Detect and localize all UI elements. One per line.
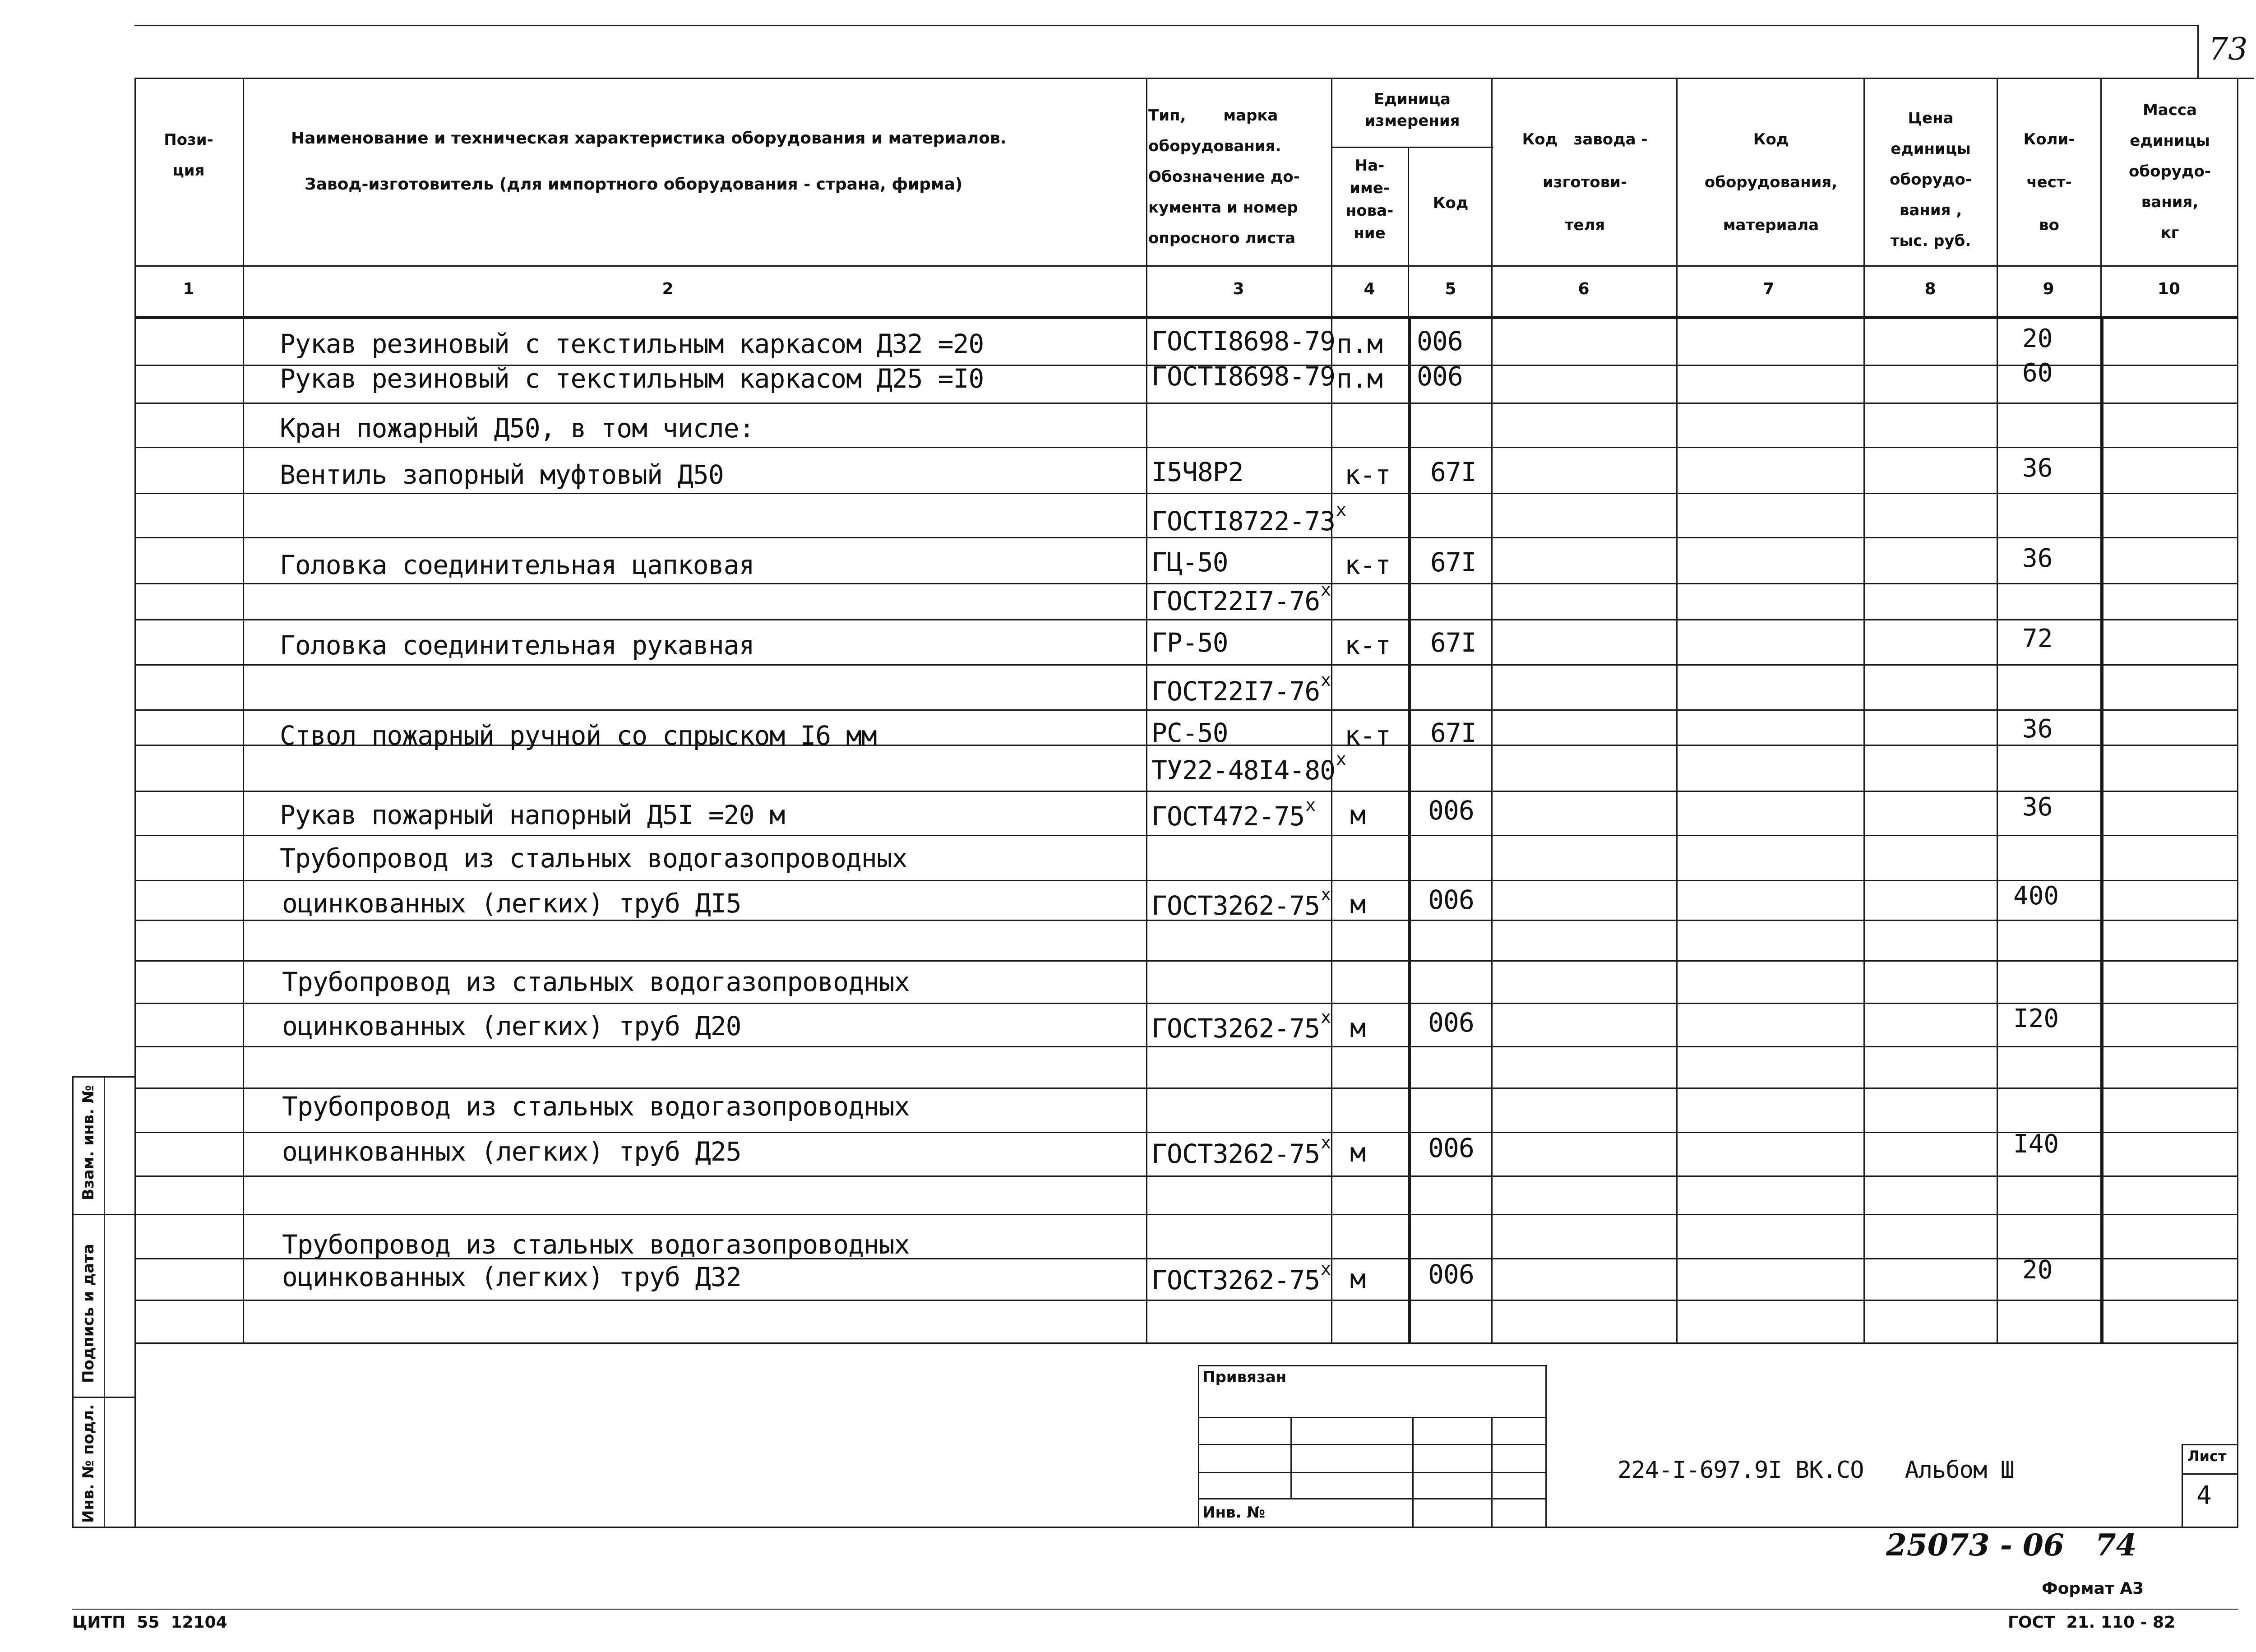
col-num-4: 4	[1364, 280, 1375, 298]
footer-right: ГОСТ 21. 110 - 82	[2008, 1613, 2176, 1632]
item-unit: м	[1350, 800, 1365, 830]
item-doc: $ГОСТ3262-75^х$	[1151, 884, 1331, 921]
format-label: Формат А3	[2042, 1579, 2144, 1598]
item-name: Кран пожарный Д50, в том числе:	[280, 413, 754, 444]
item-name: оцинкованных (легких) труб Д20	[282, 1011, 741, 1041]
item-name: Трубопровод из стальных водогазопроводных	[282, 967, 910, 997]
item-unit: м	[1350, 889, 1365, 920]
col-num-8: 8	[1924, 280, 1936, 298]
item-unit: к-т	[1345, 630, 1391, 661]
item-qty: 36	[2022, 792, 2053, 822]
item-name: Трубопровод из стальных водогазопроводных	[282, 1091, 910, 1122]
item-unit: п.м	[1336, 329, 1382, 359]
item-code: 67I	[1430, 547, 1476, 578]
item-name: Трубопровод из стальных водогазопроводных	[282, 1229, 910, 1260]
item-doc: ГР-50	[1151, 627, 1228, 658]
item-unit: к-т	[1345, 720, 1391, 751]
document-code: 224-I-697.9I ВК.СО Альбом Ш	[1618, 1457, 2014, 1484]
item-qty: 20	[2022, 324, 2053, 353]
col-num-2: 2	[662, 280, 674, 298]
item-name: Вентиль запорный муфтовый Д50	[280, 459, 724, 490]
item-code: 006	[1428, 795, 1474, 826]
item-qty: 72	[2022, 624, 2053, 653]
item-name: Рукав резиновый с текстильным каркасом Д25 =I0	[280, 363, 984, 394]
header-mass: Масса единицы оборудо- вания, кг	[2129, 101, 2211, 242]
item-qty: 36	[2022, 544, 2053, 573]
item-name: Головка соединительная рукавная	[280, 630, 754, 661]
item-doc: ГЦ-50	[1151, 547, 1228, 578]
side-label-inv: Инв. № подл.	[79, 1404, 97, 1523]
handwritten-number: 25073 - 06 74	[1886, 1527, 2137, 1563]
header-unit-name: На- име- нова- ние	[1345, 157, 1394, 242]
item-doc: $ГОСТ3262-75^х$	[1151, 1259, 1331, 1296]
header-name-l2: Завод-изготовитель (для импортного оборудования - страна, фирма)	[305, 175, 963, 194]
item-code: 006	[1428, 884, 1474, 915]
footer-left: ЦИТП 55 12104	[72, 1613, 227, 1632]
item-qty: 36	[2022, 714, 2053, 744]
item-qty: 36	[2022, 453, 2053, 483]
item-qty: I20	[2013, 1004, 2059, 1033]
item-doc: $ГОСТ22I7-76^х$	[1151, 670, 1331, 707]
item-doc: $ГОСТ472-75^х$	[1151, 795, 1316, 832]
item-code: 006	[1417, 361, 1463, 392]
item-name: оцинкованных (легких) труб ДI5	[282, 888, 741, 919]
item-name: Рукав пожарный напорный Д5I =20 м	[280, 800, 785, 830]
item-doc: $ТУ22-48I4-80^х$	[1151, 749, 1346, 786]
header-factory-code: Код завода - изготови- теля	[1522, 130, 1648, 234]
header-unit: Единица измерения	[1364, 90, 1460, 130]
item-unit: м	[1350, 1263, 1365, 1294]
col-num-7: 7	[1763, 280, 1775, 298]
item-doc: $ГОСТ3262-75^х$	[1151, 1007, 1331, 1044]
item-code: 006	[1417, 326, 1463, 356]
stamp-inv-no: Инв. №	[1202, 1504, 1266, 1522]
item-name: Рукав резиновый с текстильным каркасом Д32 =20	[280, 329, 984, 359]
item-unit: к-т	[1345, 550, 1391, 580]
col-num-3: 3	[1233, 280, 1244, 298]
page-number: 73	[2209, 32, 2248, 67]
sheet-label: Лист	[2187, 1448, 2227, 1465]
item-code: 67I	[1430, 717, 1476, 748]
item-name: Трубопровод из стальных водогазопроводных	[280, 843, 907, 874]
item-unit: п.м	[1336, 363, 1382, 394]
item-code: 67I	[1430, 627, 1476, 658]
item-code: 006	[1428, 1133, 1474, 1163]
item-name: оцинкованных (легких) труб Д25	[282, 1136, 741, 1167]
item-unit: м	[1350, 1137, 1365, 1168]
item-name: Головка соединительная цапковая	[280, 550, 754, 580]
item-name: Ствол пожарный ручной со спрыском I6 мм	[280, 720, 877, 751]
item-doc: ГОСТI8698-79	[1151, 361, 1336, 392]
item-doc: РС-50	[1151, 717, 1228, 748]
header-position: Пози- ция	[164, 131, 213, 180]
stamp-privyazan: Привязан	[1202, 1368, 1287, 1386]
item-qty: 400	[2013, 881, 2059, 911]
item-doc: $ГОСТ22I7-76^х$	[1151, 580, 1331, 616]
item-qty: I40	[2013, 1129, 2059, 1159]
sheet-number: 4	[2196, 1481, 2211, 1510]
item-unit: м	[1350, 1013, 1365, 1043]
side-label-podpis: Подпись и дата	[79, 1244, 97, 1383]
col-num-9: 9	[2043, 280, 2054, 298]
item-doc: I5Ч8Р2	[1151, 457, 1244, 487]
col-num-10: 10	[2157, 280, 2181, 298]
item-qty: 20	[2022, 1255, 2053, 1285]
item-unit: к-т	[1345, 459, 1391, 490]
item-doc: ГОСТI8698-79	[1151, 326, 1336, 356]
item-qty: 60	[2022, 358, 2053, 388]
item-name: оцинкованных (легких) труб Д32	[282, 1262, 741, 1292]
item-code: 67I	[1430, 457, 1476, 487]
item-doc: $ГОСТI8722-73^х$	[1151, 500, 1346, 537]
col-num-1: 1	[183, 280, 194, 298]
header-type: Тип, марка оборудования. Обозначение до- кумента и номер опросного листа	[1148, 106, 1300, 247]
item-code: 006	[1428, 1259, 1474, 1290]
header-unit-code: Код	[1433, 194, 1469, 212]
side-label-vzam: Взам. инв. №	[79, 1085, 97, 1200]
header-equip-code: Код оборудования, материала	[1704, 130, 1838, 234]
col-num-6: 6	[1578, 280, 1590, 298]
header-name-l1: Наименование и техническая характеристика оборудования и материалов.	[291, 129, 1007, 148]
col-num-5: 5	[1445, 280, 1456, 298]
header-qty: Коли- чест- во	[2023, 130, 2075, 234]
item-doc: $ГОСТ3262-75^х$	[1151, 1133, 1331, 1169]
header-price: Цена единицы оборудо- вания , тыс. руб.	[1890, 109, 1972, 250]
item-code: 006	[1428, 1007, 1474, 1038]
